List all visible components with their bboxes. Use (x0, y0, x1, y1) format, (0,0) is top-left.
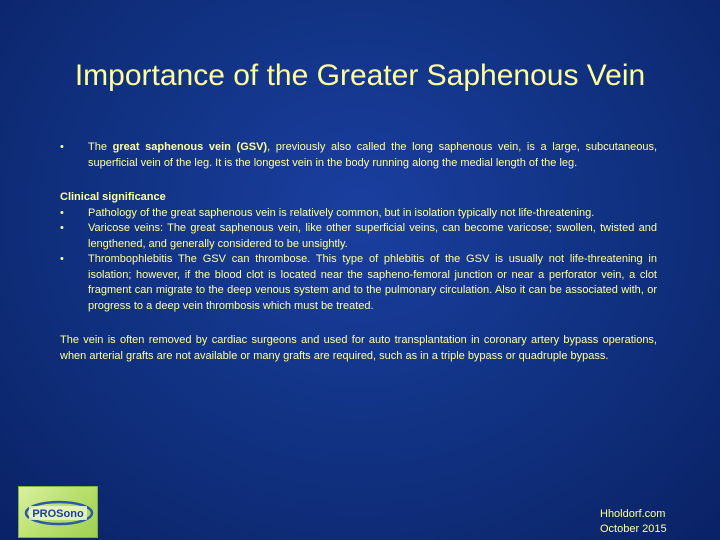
footer-date: October 2015 (600, 523, 667, 535)
bullet-icon: • (60, 253, 64, 265)
bullet-icon: • (60, 222, 64, 234)
intro-paragraph (60, 140, 657, 171)
list-item-text: Thrombophlebitis The GSV can thrombose. This type of phlebitis of the GSV is usually not life-threatening in isolation; however, if the blood clot is located near the sapheno-femoral junction or near a perforator vein, a clot fragment can migrate to the deep venous system and to the pulmonary circulation. Also it can be associated with, or progress to a deep vein thrombosis which must be treated. (88, 253, 657, 312)
footer-author: Hholdorf.com (600, 508, 666, 520)
bullet-icon: • (60, 206, 64, 219)
prosono-logo-graphic (19, 487, 97, 537)
slide-content (60, 140, 657, 364)
intro-text (88, 140, 657, 171)
closing-paragraph: The vein is often removed by cardiac surgeons and used for auto transplantation in coronary artery bypass operations, when arterial grafts are not available or many grafts are required, such as in a triple bypass or quadruple bypass. (60, 334, 657, 362)
intro-rest: , previously also called the long saphenous vein, is a large, subcutaneous, superficial vein of the leg. It is the longest vein in the body running along the medial length of the leg. (88, 141, 657, 169)
section-heading: Clinical significance (60, 191, 166, 203)
slide-title: Importance of the Greater Saphenous Vein (74, 59, 646, 92)
intro-prefix: The (88, 141, 113, 153)
list-item-text: Varicose veins: The great saphenous vein, like other superficial veins, can become varicose; swollen, twisted and lengthened, and generally considered to be unsightly. (88, 222, 657, 250)
bullet-icon: • (60, 141, 64, 153)
list-item-text: Pathology of the great saphenous vein is relatively common, but in isolation typically not life-threatening. (88, 206, 595, 219)
list-item (60, 252, 657, 314)
list-item (60, 221, 657, 252)
prosono-logo (18, 486, 98, 538)
list-item (60, 206, 657, 222)
logo-text: PROSono (32, 508, 84, 520)
footer (600, 507, 667, 537)
intro-bold-term: great saphenous vein (GSV) (112, 141, 268, 153)
